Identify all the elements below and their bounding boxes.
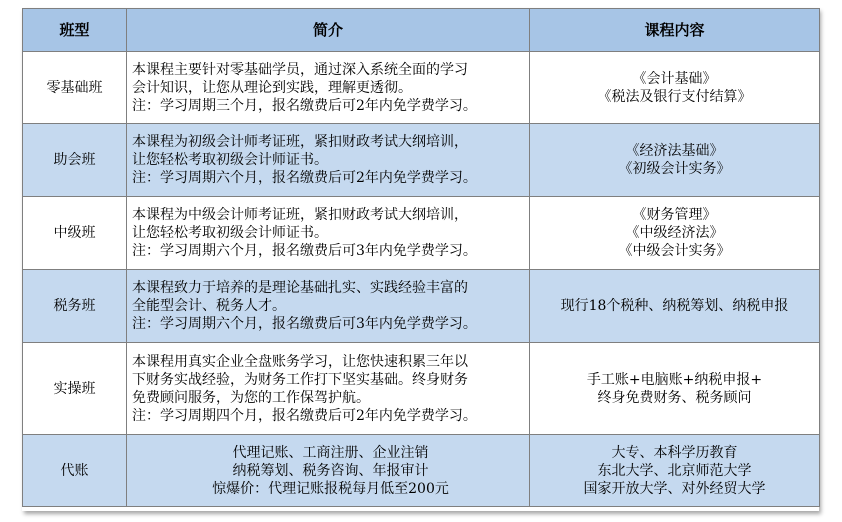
table-row [23,124,820,197]
class-intro [127,343,530,435]
class-intro [127,124,530,197]
class-intro [127,270,530,343]
intro-note: 注：学习周期六个月，报名缴费后可3年内免学费学习。 [132,316,477,332]
intro-line: 会计知识，让您从理论到实践，理解更透彻。 [132,79,412,96]
class-type: 税务班 [23,270,127,343]
intro-line: 全能型会计、税务人才。 [132,298,286,314]
intro-line: 代理记账、工商注册、企业注销 [232,444,429,461]
header-row [23,9,820,52]
intro-line: 让您轻松考取初级会计师证书。 [132,152,328,168]
class-intro [127,435,530,507]
intro-line: 免费顾问服务，为您的工作保驾护航。 [132,389,370,406]
content-line: 现行18个税种、纳税筹划、纳税申报 [560,298,789,314]
content-line: 国家开放大学、对外经贸大学 [583,480,766,497]
header-intro: 简介 [127,9,530,52]
intro-note: 注：学习周期六个月，报名缴费后可2年内免学费学习。 [132,170,477,186]
content-line: 《中级会计实务》 [618,243,731,259]
intro-line: 本课程用真实企业全盘账务学习，让您快速积累三年以 [132,353,468,370]
intro-line: 让您轻松考取初级会计师证书。 [132,225,328,241]
class-content [530,343,820,435]
content-line: 《税法及银行支付结算》 [597,88,752,105]
class-content [530,124,820,197]
course-table-sheet [22,8,819,511]
content-line: 手工账+电脑账+纳税申报+ [586,371,763,388]
intro-line: 本课程为初级会计师考证班，紧扣财政考试大纲培训， [132,134,468,150]
table-row [23,435,820,507]
class-intro [127,197,530,270]
class-type: 实操班 [23,343,127,435]
intro-line: 本课程致力于培养的是理论基础扎实、实践经验丰富的 [132,280,468,296]
content-line: 《经济法基础》 [625,143,724,159]
intro-line: 本课程主要针对零基础学员，通过深入系统全面的学习 [132,61,468,78]
table-row [23,197,820,270]
class-content [530,52,820,124]
class-intro [127,52,530,124]
class-type: 零基础班 [23,52,127,124]
content-line: 大专、本科学历教育 [611,444,738,461]
intro-note: 注：学习周期四个月，报名缴费后可2年内免学费学习。 [132,407,477,424]
header-content: 课程内容 [530,9,820,52]
content-line: 《财务管理》 [632,207,717,223]
intro-line: 纳税筹划、税务咨询、年报审计 [232,462,429,479]
header-type: 班型 [23,9,127,52]
content-line: 《中级经济法》 [625,225,724,241]
table-row [23,52,820,124]
intro-line: 下财务实战经验，为财务工作打下坚实基础。终身财务 [132,371,468,388]
content-line: 终身免费财务、税务顾问 [597,389,752,406]
class-content [530,270,820,343]
content-line: 《初级会计实务》 [618,161,731,177]
course-table [22,8,820,507]
class-type: 助会班 [23,124,127,197]
class-content [530,435,820,507]
content-line: 东北大学、北京师范大学 [597,462,752,479]
table-row [23,270,820,343]
class-content [530,197,820,270]
intro-line: 本课程为中级会计师考证班，紧扣财政考试大纲培训， [132,207,468,223]
table-row [23,343,820,435]
intro-note: 注：学习周期三个月，报名缴费后可2年内免学费学习。 [132,97,477,114]
class-type: 中级班 [23,197,127,270]
class-type: 代账 [23,435,127,507]
intro-note: 注：学习周期六个月，报名缴费后可3年内免学费学习。 [132,243,477,259]
content-line: 《会计基础》 [632,70,717,87]
intro-price: 惊爆价：代理记账报税每月低至200元 [212,480,449,497]
